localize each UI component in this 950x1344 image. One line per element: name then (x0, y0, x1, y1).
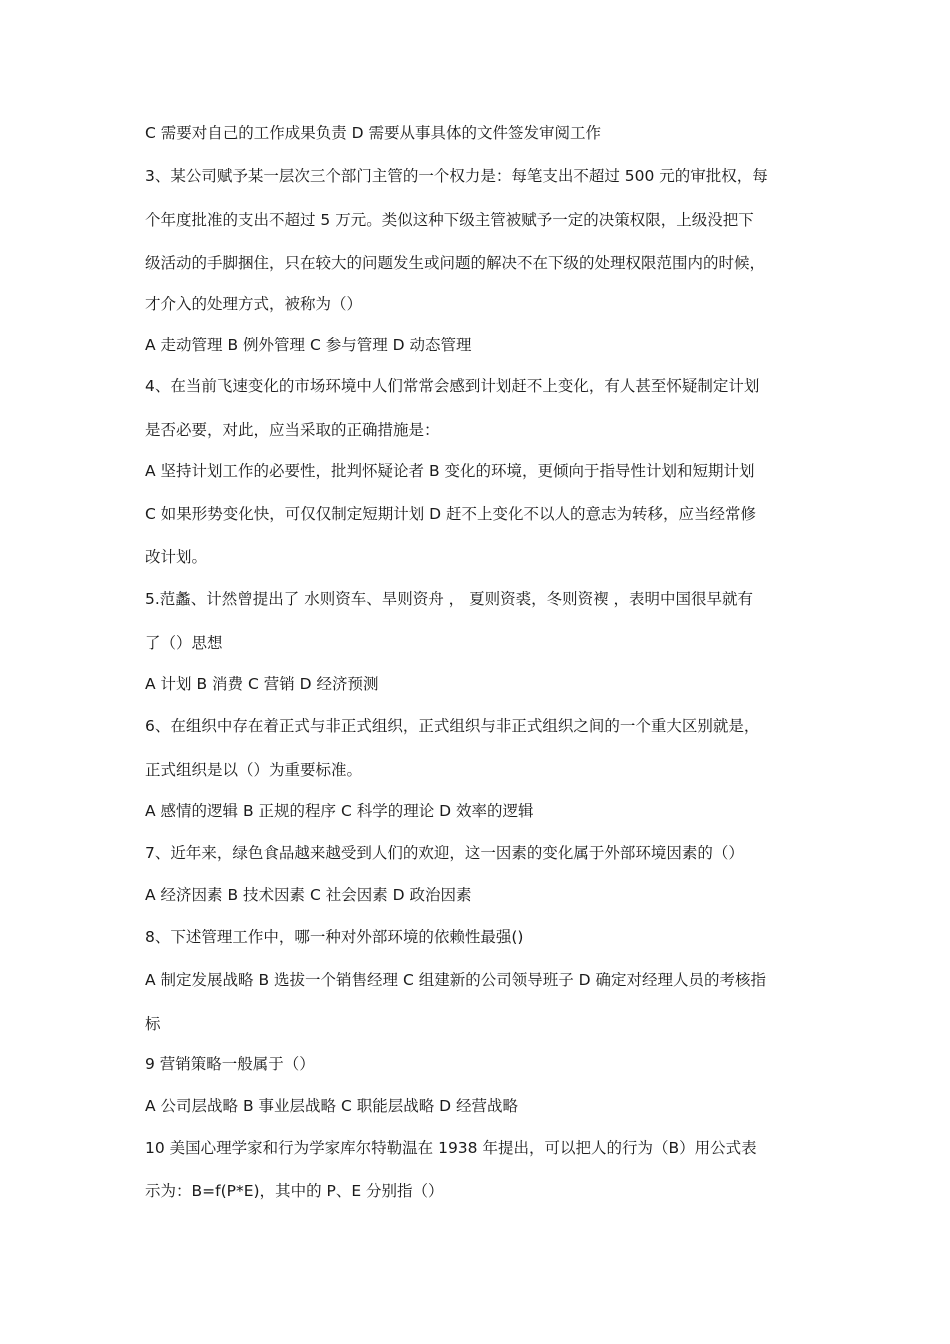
text-line: A 计划 B 消费 C 营销 D 经济预测 (145, 675, 379, 693)
text-line: 级活动的手脚捆住，只在较大的问题发生或问题的解决不在下级的处理权限范围内的时候， (145, 254, 766, 272)
text-line: A 走动管理 B 例外管理 C 参与管理 D 动态管理 (145, 336, 472, 354)
text-line: 10 美国心理学家和行为学家库尔特勒温在 1938 年提出，可以把人的行为（B）用公式表 (145, 1139, 757, 1157)
text-line: A 制定发展战略 B 选拔一个销售经理 C 组建新的公司领导班子 D 确定对经理人员的考核指 (145, 971, 766, 989)
text-line: 是否必要，对此，应当采取的正确措施是： (145, 421, 440, 439)
text-line: C 需要对自己的工作成果负责 D 需要从事具体的文件签发审阅工作 (145, 124, 602, 142)
text-line: 5.范蠡、计然曾提出了 水则资车、旱则资舟 ， 夏则资裘，冬则资褉 ，表明中国很早就有 (145, 590, 753, 608)
text-line: 8、下述管理工作中，哪一种对外部环境的依赖性最强() (145, 928, 524, 946)
text-line: 改计划。 (145, 548, 208, 566)
text-line: 6、在组织中存在着正式与非正式组织，正式组织与非正式组织之间的一个重大区别就是， (145, 717, 760, 735)
text-line: C 如果形势变化快，可仅仅制定短期计划 D 赶不上变化不以人的意志为转移，应当经常修 (145, 505, 757, 523)
text-line: A 感情的逻辑 B 正规的程序 C 科学的理论 D 效率的逻辑 (145, 802, 534, 820)
text-line: 9 营销策略一般属于（） (145, 1055, 315, 1073)
text-line: A 坚持计划工作的必要性，批判怀疑论者 B 变化的环境，更倾向于指导性计划和短期计划 (145, 462, 755, 480)
text-line: 个年度批准的支出不超过 5 万元。类似这种下级主管被赋予一定的决策权限，上级没把下 (145, 211, 754, 229)
text-line: A 公司层战略 B 事业层战略 C 职能层战略 D 经营战略 (145, 1097, 518, 1115)
text-line: 4、在当前飞速变化的市场环境中人们常常会感到计划赶不上变化，有人甚至怀疑制定计划 (145, 377, 760, 395)
text-line: 3、某公司赋予某一层次三个部门主管的一个权力是：每笔支出不超过 500 元的审批权，每 (145, 167, 768, 185)
text-line: 正式组织是以（）为重要标准。 (145, 761, 363, 779)
text-line: 才介入的处理方式，被称为（） (145, 295, 363, 313)
text-line: 标 (145, 1015, 161, 1033)
text-line: A 经济因素 B 技术因素 C 社会因素 D 政治因素 (145, 886, 472, 904)
text-line: 示为：B=f(P*E)，其中的 P、E 分别指（） (145, 1182, 444, 1200)
text-line: 了（）思想 (145, 634, 223, 652)
text-line: 7、近年来，绿色食品越来越受到人们的欢迎，这一因素的变化属于外部环境因素的（） (145, 844, 744, 862)
